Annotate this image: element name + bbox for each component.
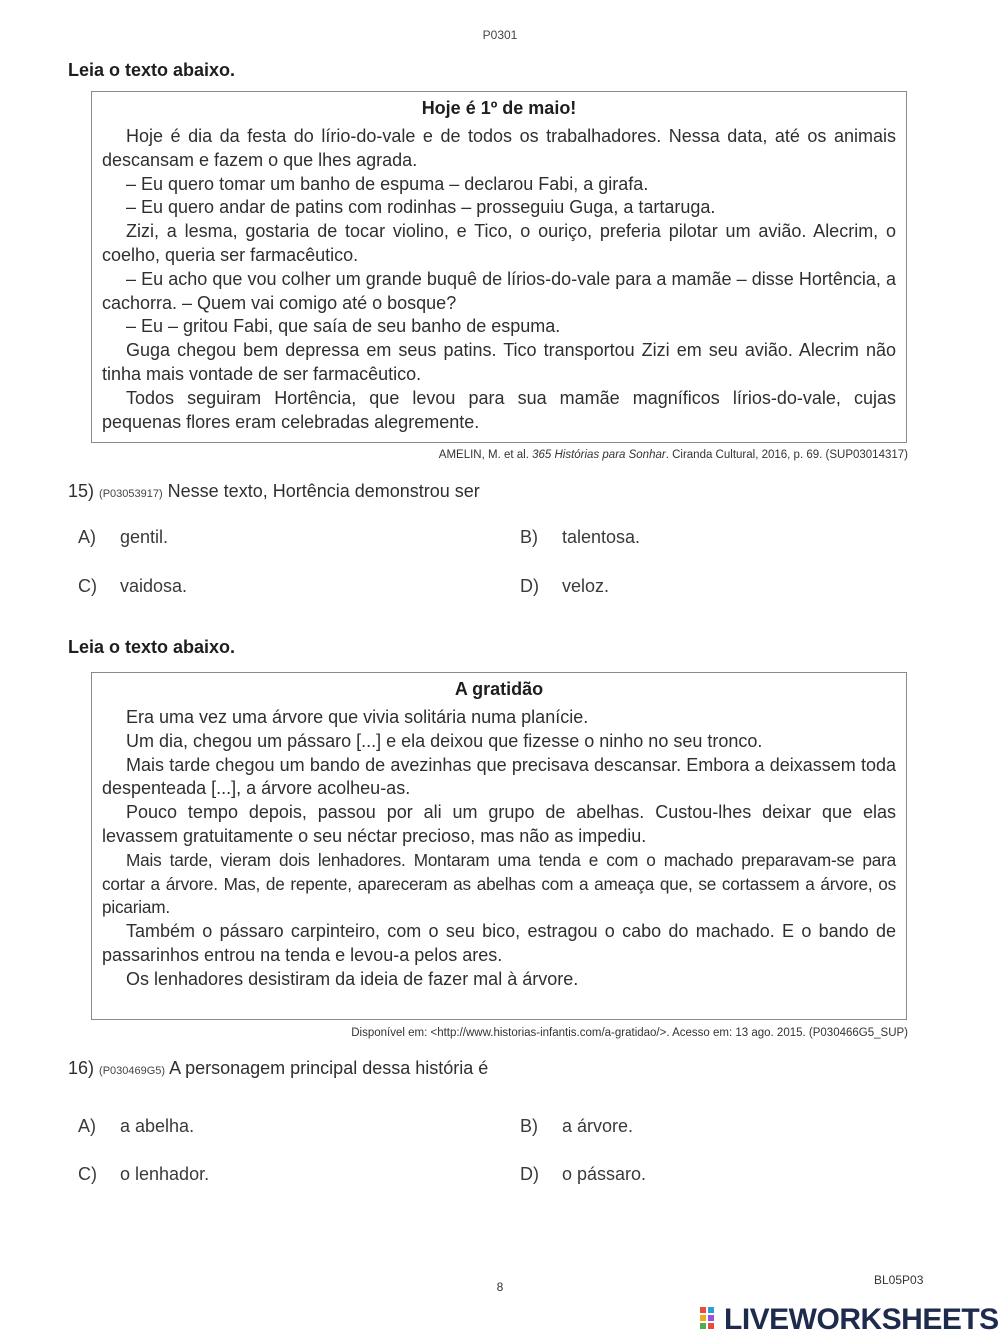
question-number: 15) [68, 481, 95, 501]
text-box-1-paragraph: – Eu acho que vou colher um grande buquê de lírios-do-vale para a mamãe – disse Hortência, a cachorra. – Quem vai comigo até o bosque? [102, 268, 896, 313]
text-box-1-paragraph: Todos seguiram Hortência, que levou para sua mamãe magníficos lírios-do-vale, cujas pequenas flores eram celebradas alegremente. [102, 387, 896, 432]
text-box-2-paragraph: Também o pássaro carpinteiro, com o seu bico, estragou o cabo do machado. E o bando de passarinhos entrou na tenda e levou-a pelos ares. [102, 921, 896, 965]
text-box-1-paragraph: – Eu quero tomar um banho de espuma – declarou Fabi, a girafa. [126, 173, 649, 194]
question-text: Nesse texto, Hortência demonstrou ser [167, 481, 480, 501]
q15-option-c[interactable] [78, 576, 187, 597]
page-number: 8 [496, 1280, 504, 1294]
option-text: gentil. [120, 527, 169, 547]
option-text: talentosa. [562, 527, 641, 547]
option-text: vaidosa. [120, 576, 188, 596]
option-text: a abelha. [120, 1116, 195, 1136]
q16-option-d[interactable] [520, 1164, 646, 1185]
q15-option-b[interactable] [520, 527, 640, 548]
text-box-1-paragraph: Zizi, a lesma, gostaria de tocar violino, e Tico, o ouriço, preferia pilotar um avião. Alecrim, o coelho, queria ser farmacêutico. [102, 221, 896, 265]
question-15 [68, 481, 480, 502]
text-box-2-paragraph: Pouco tempo depois, passou por ali um grupo de abelhas. Custou-lhes deixar que elas levassem gratuitamente o seu néctar precioso, mas não as impediu. [102, 802, 896, 846]
text-box-1-paragraph: – Eu – gritou Fabi, que saía de seu banho de espuma. [126, 316, 561, 337]
text-box-1 [91, 91, 907, 443]
option-letter: B) [520, 1116, 538, 1136]
text-box-2 [91, 672, 907, 1020]
question-16 [68, 1058, 488, 1079]
source-book-title: 365 Histórias para Sonhar [532, 449, 666, 461]
source-citation-1 [439, 449, 908, 461]
q16-option-c[interactable] [78, 1164, 209, 1185]
option-text: o lenhador. [120, 1164, 210, 1184]
source-suffix: . Ciranda Cultural, 2016, p. 69. (SUP03014317) [665, 449, 908, 461]
option-text: a árvore. [562, 1116, 634, 1136]
option-letter: D) [520, 576, 539, 596]
brand-text: LIVEWORKSHEETS [724, 1303, 999, 1336]
text-box-2-paragraph: Um dia, chegou um pássaro [...] e ela deixou que fizesse o ninho no seu tronco. [126, 730, 763, 751]
booklet-code: BL05P03 [874, 1273, 924, 1287]
source-citation-2: Disponível em: <http://www.historias-infantis.com/a-gratidao/>. Acesso em: 13 ago. 2015. (P030466G5_SUP) [351, 1027, 908, 1039]
option-letter: C) [78, 576, 97, 596]
question-code: (P030469G5) [99, 1065, 166, 1077]
q15-option-a[interactable] [78, 527, 168, 548]
option-letter: B) [520, 527, 538, 547]
liveworksheets-logo-icon [700, 1305, 722, 1333]
text-box-2-paragraph: Mais tarde, vieram dois lenhadores. Montaram uma tenda e com o machado preparavam-se para cortar a árvore. Mas, de repente, apareceram as abelhas com a ameaça que, se cortassem a árvore, os picariam. [102, 849, 896, 918]
question-code: (P03053917) [99, 488, 163, 500]
q16-option-a[interactable] [78, 1116, 194, 1137]
option-text: o pássaro. [562, 1164, 647, 1184]
question-text: A personagem principal dessa história é [169, 1058, 489, 1078]
question-number: 16) [68, 1058, 95, 1078]
page-code: P0301 [482, 28, 518, 42]
option-letter: D) [520, 1164, 539, 1184]
text-box-2-paragraph: Era uma vez uma árvore que vivia solitária numa planície. [126, 707, 589, 727]
text-box-1-paragraph: Hoje é dia da festa do lírio-do-vale e de todos os trabalhadores. Nessa data, até os animais descansam e fazem o que lhes agrada. [102, 126, 896, 170]
text-box-2-paragraph: Os lenhadores desistiram da ideia de fazer mal à árvore. [126, 968, 579, 989]
q16-option-b[interactable] [520, 1116, 633, 1137]
section-2-lead: Leia o texto abaixo. [68, 637, 236, 657]
text-box-1-title: Hoje é 1º de maio! [421, 98, 577, 118]
liveworksheets-brand[interactable] [700, 1303, 999, 1337]
option-letter: A) [78, 527, 96, 547]
section-1-lead: Leia o texto abaixo. [68, 60, 236, 80]
text-box-1-paragraph: Guga chegou bem depressa em seus patins. Tico transportou Zizi em seu avião. Alecrim não tinha mais vontade de ser farmacêutico. [102, 340, 896, 384]
text-box-2-title: A gratidão [454, 679, 544, 699]
option-text: veloz. [562, 576, 610, 596]
option-letter: C) [78, 1164, 97, 1184]
text-box-2-paragraph: Mais tarde chegou um bando de avezinhas que precisava descansar. Embora a deixassem toda despenteada [...], a árvore acolheu-as. [102, 754, 896, 799]
q15-option-d[interactable] [520, 576, 609, 597]
text-box-1-paragraph: – Eu quero andar de patins com rodinhas – prosseguiu Guga, a tartaruga. [126, 197, 716, 218]
option-letter: A) [78, 1116, 96, 1136]
source-prefix: AMELIN, M. et al. [438, 449, 533, 461]
